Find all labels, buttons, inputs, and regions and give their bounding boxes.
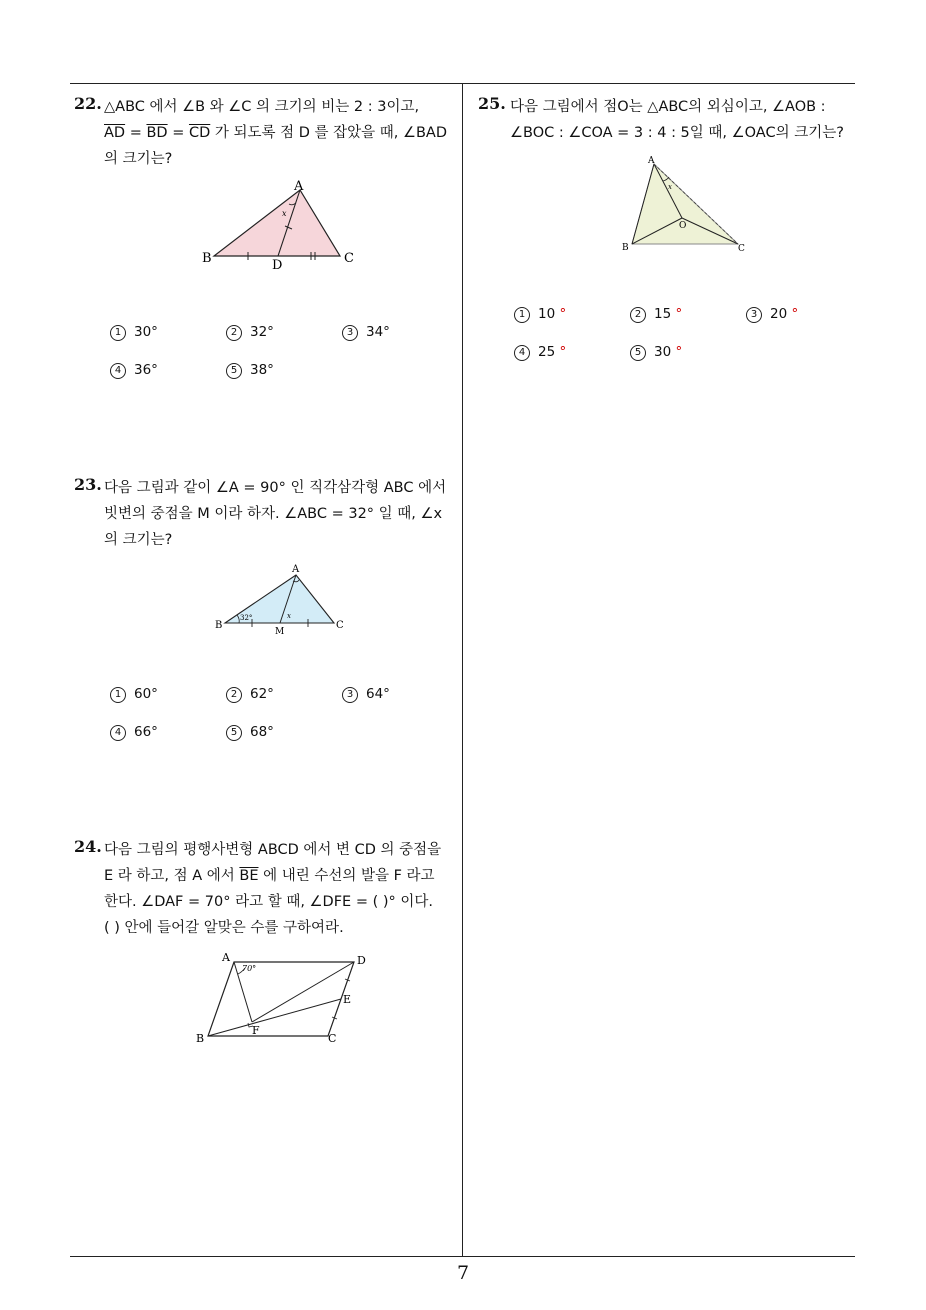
degree-mark: °: [675, 344, 683, 360]
choice-2[interactable]: [226, 324, 274, 341]
choice-2[interactable]: [226, 686, 274, 703]
question-text-line: ∠BOC : ∠COA = 3 : 4 : 5일 때, ∠OAC의 크기는?: [510, 125, 844, 141]
question-number: 23.: [74, 475, 102, 494]
question-number: 25.: [478, 94, 506, 113]
degree-mark: °: [559, 306, 567, 322]
choice-5[interactable]: [226, 362, 274, 379]
choice-text: 64°: [366, 686, 390, 702]
column-divider: [462, 83, 463, 1257]
choice-number: 1: [514, 307, 530, 323]
choice-3[interactable]: [746, 306, 798, 323]
choice-4[interactable]: [110, 362, 158, 379]
equals-sign: =: [125, 125, 147, 141]
angle-label-x: x: [668, 183, 672, 191]
vertex-label-c: C: [336, 620, 344, 631]
choice-2[interactable]: [630, 306, 682, 323]
question-text-line: [104, 121, 447, 142]
vertex-label-b: B: [196, 1032, 205, 1045]
point-label-o: O: [679, 221, 687, 231]
vertex-label-a: A: [222, 951, 230, 964]
choice-text: 34°: [366, 324, 390, 340]
choice-number: 1: [110, 687, 126, 703]
choice-text: 62°: [250, 686, 274, 702]
parallelogram-figure: [190, 948, 380, 1048]
choice-text: 30: [654, 344, 672, 360]
vertex-label-d: D: [357, 954, 366, 967]
vertex-label-c: C: [344, 251, 354, 266]
question-text-line: 빗변의 중점을 M 이라 하자. ∠ABC = 32° 일 때, ∠x: [104, 506, 443, 522]
question-text-line: 다음 그림의 평행사변형 ABCD 에서 변 CD 의 중점을: [104, 842, 442, 858]
choice-number: 2: [226, 325, 242, 341]
choice-4[interactable]: [514, 344, 566, 361]
choice-text: 30°: [134, 324, 158, 340]
choice-1[interactable]: [110, 324, 158, 341]
degree-mark: °: [675, 306, 683, 322]
question-text-part: 에 내린 수선의 발을 F 라고: [258, 868, 435, 884]
vertex-label-c: C: [328, 1032, 337, 1045]
equals-sign: =: [167, 125, 189, 141]
choice-3[interactable]: [342, 686, 390, 703]
choice-text: 38°: [250, 362, 274, 378]
choice-number: 5: [630, 345, 646, 361]
vertex-label-b: B: [202, 251, 212, 266]
angle-label-x: x: [282, 209, 287, 218]
choice-3[interactable]: [342, 324, 390, 341]
question-text-line: ( ) 안에 들어갈 알맞은 수를 구하여라.: [104, 920, 344, 936]
vertex-label-c: C: [738, 244, 745, 254]
segment-bd: $\overline{BD}$: [146, 125, 168, 141]
question-text-rest: 가 되도록 점 D 를 잡았을 때, ∠BAD: [210, 125, 448, 141]
point-label-f: F: [252, 1024, 260, 1037]
point-label-e: E: [343, 993, 352, 1006]
choice-text: 10: [538, 306, 556, 322]
question-number: 22.: [74, 94, 102, 113]
question-text-line: △ABC 에서 ∠B 와 ∠C 의 크기의 비는 2 : 3이고,: [104, 99, 420, 115]
choice-number: 4: [514, 345, 530, 361]
angle-label-x: x: [287, 612, 291, 620]
choice-text: 66°: [134, 724, 158, 740]
point-label-m: M: [275, 627, 285, 636]
choice-number: 5: [226, 725, 242, 741]
choice-number: 3: [342, 325, 358, 341]
bottom-rule: [70, 1256, 855, 1257]
angle-label-32: 32°: [240, 614, 253, 622]
vertex-label-b: B: [622, 243, 629, 253]
vertex-label-a: A: [648, 156, 655, 166]
choice-5[interactable]: [630, 344, 682, 361]
choice-text: 32°: [250, 324, 274, 340]
segment-cd: $\overline{CD}$: [188, 125, 211, 141]
choice-number: 4: [110, 725, 126, 741]
segment-ad: $\overline{AD}$: [104, 125, 126, 141]
choice-number: 2: [630, 307, 646, 323]
choice-1[interactable]: [514, 306, 566, 323]
choice-text: 25: [538, 344, 556, 360]
question-text-line: 의 크기는?: [104, 532, 173, 548]
question-text-line: 다음 그림과 같이 ∠A = 90° 인 직각삼각형 ABC 에서: [104, 480, 447, 496]
choice-text: 60°: [134, 686, 158, 702]
question-text-line: 한다. ∠DAF = 70° 라고 할 때, ∠DFE = ( )° 이다.: [104, 894, 433, 910]
point-label-d: D: [272, 258, 283, 273]
page-number: 7: [456, 1262, 470, 1284]
choice-number: 5: [226, 363, 242, 379]
question-text-part: E 라 하고, 점 A 에서: [104, 868, 240, 884]
question-text-line: 다음 그림에서 점O는 △ABC의 외심이고, ∠AOB :: [510, 99, 826, 115]
question-number: 24.: [74, 837, 102, 856]
question-text-line: 의 크기는?: [104, 151, 173, 167]
choice-text: 20: [770, 306, 788, 322]
choice-5[interactable]: [226, 724, 274, 741]
degree-mark: °: [559, 344, 567, 360]
choice-text: 68°: [250, 724, 274, 740]
choice-number: 1: [110, 325, 126, 341]
angle-label-70: 70°: [242, 964, 257, 973]
circumcenter-figure: [616, 152, 756, 258]
choice-text: 15: [654, 306, 672, 322]
segment-be: $\overline{BE}$: [239, 868, 259, 884]
choice-number: 2: [226, 687, 242, 703]
question-text-line: [104, 864, 435, 885]
choice-number: 4: [110, 363, 126, 379]
choice-number: 3: [342, 687, 358, 703]
right-triangle-figure: [210, 560, 350, 636]
vertex-label-a: A: [294, 179, 304, 194]
triangle-figure: [196, 176, 368, 276]
choice-text: 36°: [134, 362, 158, 378]
choice-1[interactable]: [110, 686, 158, 703]
degree-mark: °: [791, 306, 799, 322]
vertex-label-b: B: [215, 620, 223, 631]
choice-number: 3: [746, 307, 762, 323]
vertex-label-a: A: [292, 564, 300, 575]
choice-4[interactable]: [110, 724, 158, 741]
